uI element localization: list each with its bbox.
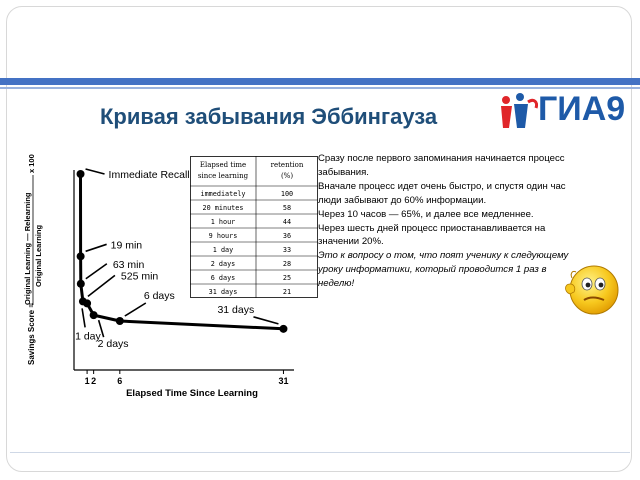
description-line: Через шесть дней процесс приостанавливается на значении 20%. [318, 222, 546, 248]
description-line: Через 10 часов — 65%, и далее все медленнее. [318, 208, 534, 220]
y-axis-prefix: Savings Score = [27, 302, 36, 365]
label-arrow [82, 308, 85, 327]
y-axis-denominator: Original Learning [34, 224, 43, 287]
description-line: Сразу после первого запоминания начинается процесс забывания. [318, 153, 565, 178]
x-tick-label: 31 [278, 376, 289, 386]
ghia-logo-icon [498, 88, 538, 134]
table-cell: 1 hour [210, 218, 236, 226]
table-cell: 28 [282, 260, 292, 268]
table-header-cell: (%) [280, 172, 294, 180]
point-label: 63 min [112, 258, 145, 271]
table-cell: 20 minutes [202, 204, 244, 212]
point-label: 1 day [75, 330, 101, 343]
table-cell: 33 [282, 246, 292, 254]
table-cell: 21 [282, 288, 292, 296]
table-header-cell: retention [270, 161, 304, 169]
x-tick-label: 2 [91, 376, 97, 386]
description-line: Это к вопросу о том, что поят ученику к следующему уроку информатики, который проводится 1 раз в неделю! [318, 250, 569, 290]
retention-table [190, 156, 318, 298]
header-band [0, 78, 640, 85]
data-point [77, 170, 85, 178]
data-point [77, 252, 85, 260]
table-header-cell: since learning [197, 172, 249, 180]
data-point [279, 325, 287, 333]
label-arrow [253, 317, 278, 324]
table-cell: 25 [282, 274, 292, 282]
table-cell: 2 days [210, 260, 236, 268]
logo-text: ГИА9 [538, 90, 626, 128]
point-label: 6 days [143, 290, 175, 302]
label-arrow [88, 275, 115, 296]
footer-line [10, 452, 630, 453]
ghia-logo [498, 88, 628, 134]
label-arrow [86, 244, 107, 251]
description-line: Вначале процесс идет очень быстро, и спустя один час люди забывают до 60% информации. [318, 180, 566, 206]
point-label: 525 min [120, 270, 159, 283]
table-header-cell: Elapsed time [199, 161, 247, 169]
table-cell: 100 [280, 190, 294, 198]
point-label: 2 days [97, 338, 129, 351]
table-cell: 58 [282, 204, 292, 212]
table-cell: 6 days [210, 274, 236, 282]
y-axis-label [23, 154, 43, 365]
table-cell: 9 hours [208, 232, 238, 240]
x-tick-label: 6 [117, 376, 123, 386]
table-cell: 1 day [212, 246, 234, 254]
point-label: Immediate Recall [108, 169, 190, 181]
data-point [77, 280, 85, 288]
description-text [318, 152, 576, 291]
table-cell: 36 [282, 232, 292, 240]
y-axis-suffix: x 100 [27, 154, 36, 173]
table-cell: immediately [200, 190, 246, 198]
x-tick-label: 1 [84, 376, 90, 386]
thinking-smiley-icon [560, 256, 626, 322]
label-arrow [86, 264, 107, 279]
table-cell: 31 days [208, 288, 238, 296]
label-arrow [125, 303, 146, 316]
y-axis-numerator: Original Learning — Relearning [23, 192, 32, 305]
point-label: 31 days [217, 303, 255, 316]
data-point [90, 311, 98, 319]
slide-title: Кривая забывания Эббингауза [100, 104, 438, 129]
point-label: 19 min [110, 239, 143, 252]
data-point [116, 317, 124, 325]
label-arrow [86, 169, 105, 174]
x-axis-label: Elapsed Time Since Learning [126, 388, 258, 399]
table-cell: 44 [282, 218, 292, 226]
data-point [83, 299, 91, 307]
